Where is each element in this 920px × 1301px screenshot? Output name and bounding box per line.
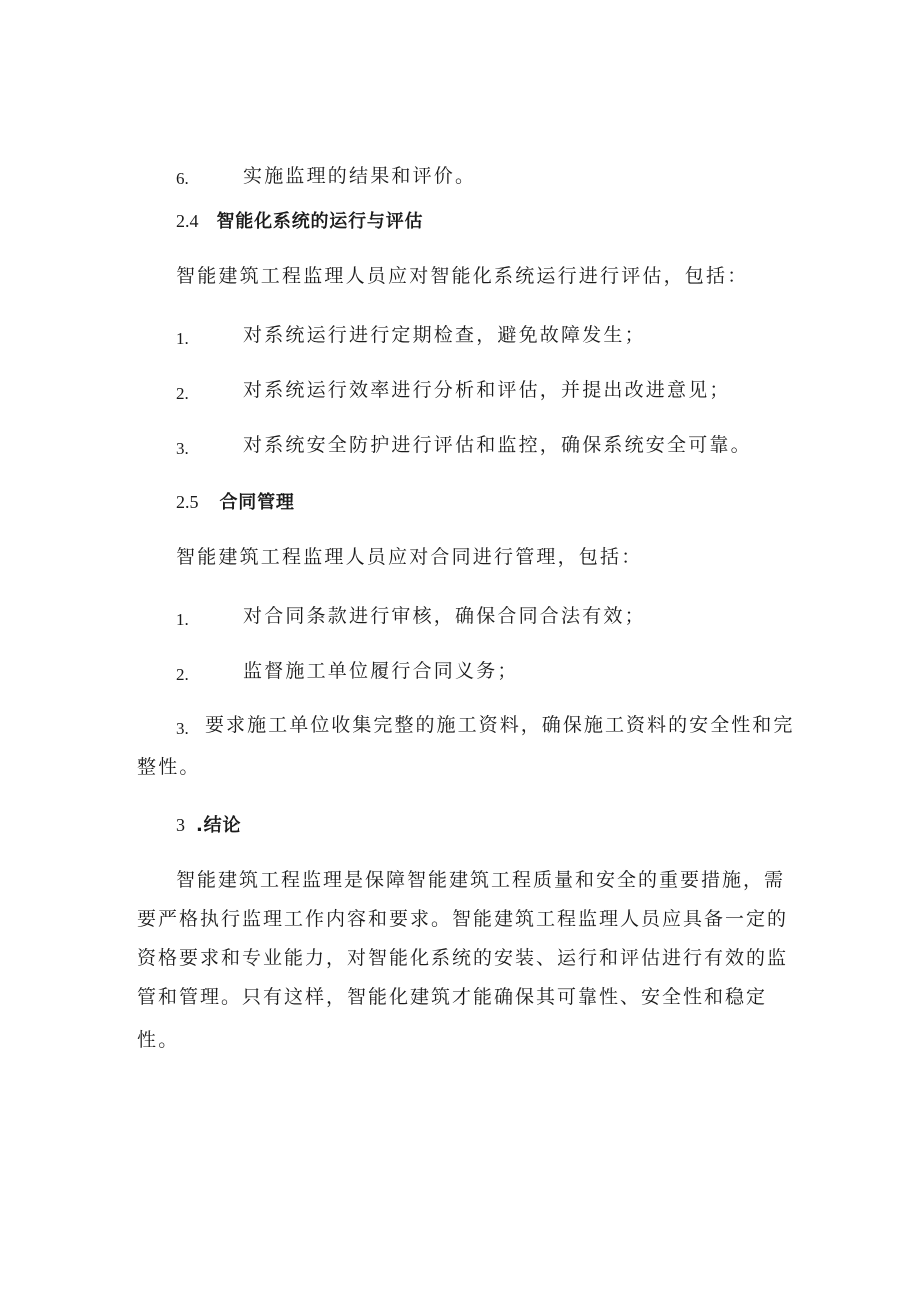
list-item-text: 对系统安全防护进行评估和监控，确保系统安全可靠。 [243, 434, 752, 456]
section-title: 智能化系统的运行与评估 [216, 211, 424, 232]
section-heading-3 [176, 816, 241, 835]
list-number: 6. [176, 169, 189, 188]
list-item-text: 实施监理的结果和评价。 [243, 165, 477, 187]
list-number: 3. [176, 719, 189, 738]
list-number: 1. [176, 610, 189, 629]
section-heading-2-4 [176, 212, 423, 231]
section-intro: 智能建筑工程监理人员应对合同进行管理，包括： [176, 546, 643, 568]
section-number: 2.4 [176, 211, 199, 231]
list-item-text-continued: 整性。 [137, 756, 201, 778]
section-title: .结论 [196, 815, 242, 836]
list-item-text: 监督施工单位履行合同义务； [243, 660, 519, 682]
section-number: 3 [176, 815, 185, 835]
paragraph-line: 性。 [137, 1029, 180, 1051]
paragraph-line: 智能建筑工程监理是保障智能建筑工程质量和安全的重要措施，需 [176, 869, 786, 891]
list-item-text: 对合同条款进行审核，确保合同合法有效； [243, 605, 646, 627]
list-number: 2. [176, 384, 189, 403]
list-number: 3. [176, 439, 189, 458]
list-item-text: 要求施工单位收集完整的施工资料，确保施工资料的安全性和完 [205, 714, 795, 736]
section-heading-2-5 [176, 493, 295, 512]
paragraph-line: 资格要求和专业能力，对智能化系统的安装、运行和评估进行有效的监 [137, 947, 789, 969]
list-item-text: 对系统运行进行定期检查，避免故障发生； [243, 324, 646, 346]
list-number: 1. [176, 329, 189, 348]
list-item-text: 对系统运行效率进行分析和评估，并提出改进意见； [243, 379, 731, 401]
section-number: 2.5 [176, 492, 199, 512]
section-intro: 智能建筑工程监理人员应对智能化系统运行进行评估，包括： [176, 265, 749, 287]
list-number: 2. [176, 665, 189, 684]
section-title: 合同管理 [219, 492, 295, 513]
paragraph-line: 要严格执行监理工作内容和要求。智能建筑工程监理人员应具备一定的 [137, 908, 789, 930]
paragraph-line: 管和管理。只有这样，智能化建筑才能确保其可靠性、安全性和稳定 [137, 986, 768, 1008]
